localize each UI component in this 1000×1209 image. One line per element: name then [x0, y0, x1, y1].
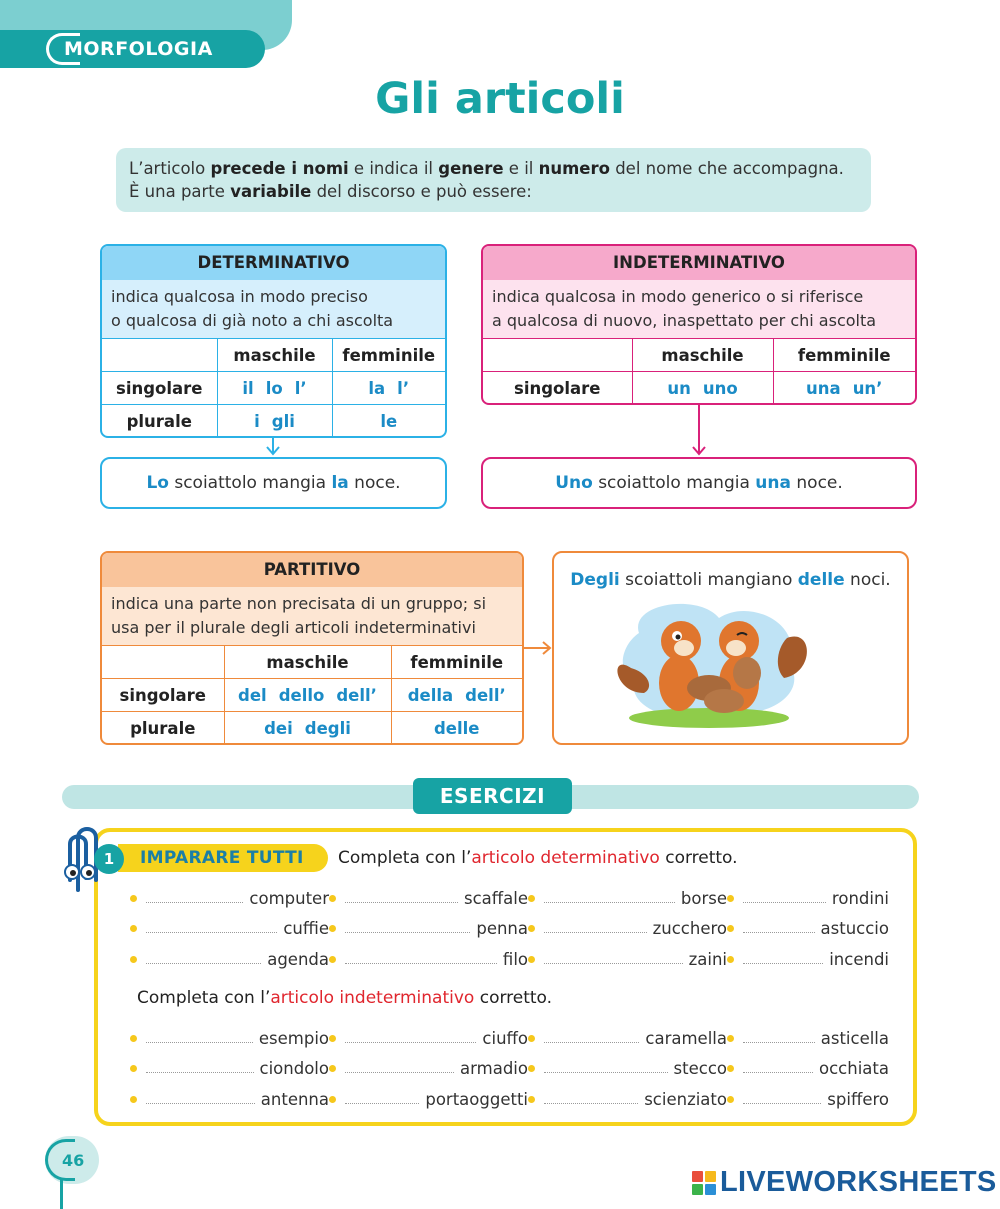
word-item[interactable]: filo: [329, 944, 528, 975]
word-grid-2: [130, 1023, 890, 1115]
intro-line-1: L’articolo precede i nomi e indica il genere e il numero del nome che accompagna.: [129, 159, 844, 178]
instruction-2: Completa con l’articolo indeterminativo corretto.: [137, 988, 553, 1008]
table-cell: un uno: [632, 372, 773, 405]
list-row: [130, 914, 890, 945]
exercise-number: 1: [94, 844, 124, 874]
word-item[interactable]: ciuffo: [329, 1023, 528, 1054]
word-grid-1: [130, 883, 890, 975]
section-label: MORFOLOGIA: [64, 38, 213, 60]
squirrels-illustration: [609, 593, 809, 731]
partitivo-description: indica una parte non precisata di un gruppo; si usa per il plurale degli articoli indeterminativi: [102, 587, 522, 645]
column-header: femminile: [391, 646, 522, 679]
table-cell: i gli: [217, 405, 332, 438]
partitivo-title: PARTITIVO: [102, 553, 522, 587]
determinativo-box: [100, 244, 447, 438]
column-header: maschile: [224, 646, 391, 679]
indeterminativo-description: indica qualcosa in modo generico o si riferisce a qualcosa di nuovo, inaspettato per chi ascolta: [483, 280, 915, 338]
table-cell: dei degli: [224, 712, 391, 745]
indeterminativo-example: Uno scoiattolo mangia una noce.: [481, 457, 917, 509]
word-item[interactable]: antenna: [130, 1084, 329, 1115]
determinativo-description: indica qualcosa in modo preciso o qualcosa di già noto a chi ascolta: [102, 280, 445, 338]
indeterminativo-table: [483, 338, 915, 405]
column-header: femminile: [332, 339, 445, 372]
table-cell: della dell’: [391, 679, 522, 712]
word-item[interactable]: agenda: [130, 944, 329, 975]
row-header: singolare: [483, 372, 632, 405]
liveworksheets-brand: LIVEWORKSHEETS: [720, 1166, 997, 1198]
table-cell: la l’: [332, 372, 445, 405]
liveworksheets-logo[interactable]: [692, 1166, 997, 1199]
intro-line-2: È una parte variabile del discorso e può essere:: [129, 182, 532, 201]
indeterminativo-box: [481, 244, 917, 405]
word-item[interactable]: stecco: [528, 1054, 727, 1085]
word-item[interactable]: borse: [528, 883, 727, 914]
arrow-icon: [693, 405, 705, 454]
instruction-1: Completa con l’articolo determinativo corretto.: [338, 848, 738, 868]
word-item[interactable]: computer: [130, 883, 329, 914]
word-item[interactable]: cuffie: [130, 914, 329, 945]
partitivo-box: [100, 551, 524, 745]
partitivo-example-text: Degli scoiattoli mangiano delle noci.: [570, 570, 891, 590]
arrow-icon: [267, 438, 279, 454]
determinativo-table: [102, 338, 445, 438]
esercizi-label: ESERCIZI: [413, 778, 572, 814]
table-cell: delle: [391, 712, 522, 745]
word-item[interactable]: penna: [329, 914, 528, 945]
table-cell: il lo l’: [217, 372, 332, 405]
column-header: maschile: [632, 339, 773, 372]
word-item[interactable]: portaoggetti: [329, 1084, 528, 1115]
word-item[interactable]: caramella: [528, 1023, 727, 1054]
word-item[interactable]: esempio: [130, 1023, 329, 1054]
word-item[interactable]: spiffero: [727, 1084, 889, 1115]
table-cell: del dello dell’: [224, 679, 391, 712]
word-item[interactable]: occhiata: [727, 1054, 889, 1085]
word-item[interactable]: armadio: [329, 1054, 528, 1085]
intro-box: [116, 148, 871, 212]
column-header: femminile: [773, 339, 915, 372]
word-item[interactable]: astuccio: [727, 914, 889, 945]
table-cell: le: [332, 405, 445, 438]
liveworksheets-icon: [692, 1171, 716, 1195]
exercise-tag: IMPARARE TUTTI: [118, 844, 328, 872]
word-item[interactable]: ciondolo: [130, 1054, 329, 1085]
list-row: [130, 1084, 890, 1115]
determinativo-title: DETERMINATIVO: [102, 246, 445, 280]
column-header: maschile: [217, 339, 332, 372]
list-row: [130, 1054, 890, 1085]
list-row: [130, 883, 890, 914]
partitivo-table: [102, 645, 522, 745]
row-header: singolare: [102, 679, 224, 712]
word-item[interactable]: zucchero: [528, 914, 727, 945]
list-row: [130, 1023, 890, 1054]
word-item[interactable]: rondini: [727, 883, 889, 914]
indeterminativo-title: INDETERMINATIVO: [483, 246, 915, 280]
list-row: [130, 944, 890, 975]
page-number: 46: [62, 1151, 85, 1170]
word-item[interactable]: asticella: [727, 1023, 889, 1054]
word-item[interactable]: zaini: [528, 944, 727, 975]
page-number-line: [60, 1180, 63, 1209]
row-header: singolare: [102, 372, 217, 405]
row-header: plurale: [102, 405, 217, 438]
determinativo-example: Lo scoiattolo mangia la noce.: [100, 457, 447, 509]
word-item[interactable]: incendi: [727, 944, 889, 975]
word-item[interactable]: scaffale: [329, 883, 528, 914]
partitivo-example: [552, 551, 909, 745]
word-item[interactable]: scienziato: [528, 1084, 727, 1115]
row-header: plurale: [102, 712, 224, 745]
page-title: Gli articoli: [375, 74, 625, 124]
arrow-icon: [524, 642, 550, 654]
table-cell: una un’: [773, 372, 915, 405]
